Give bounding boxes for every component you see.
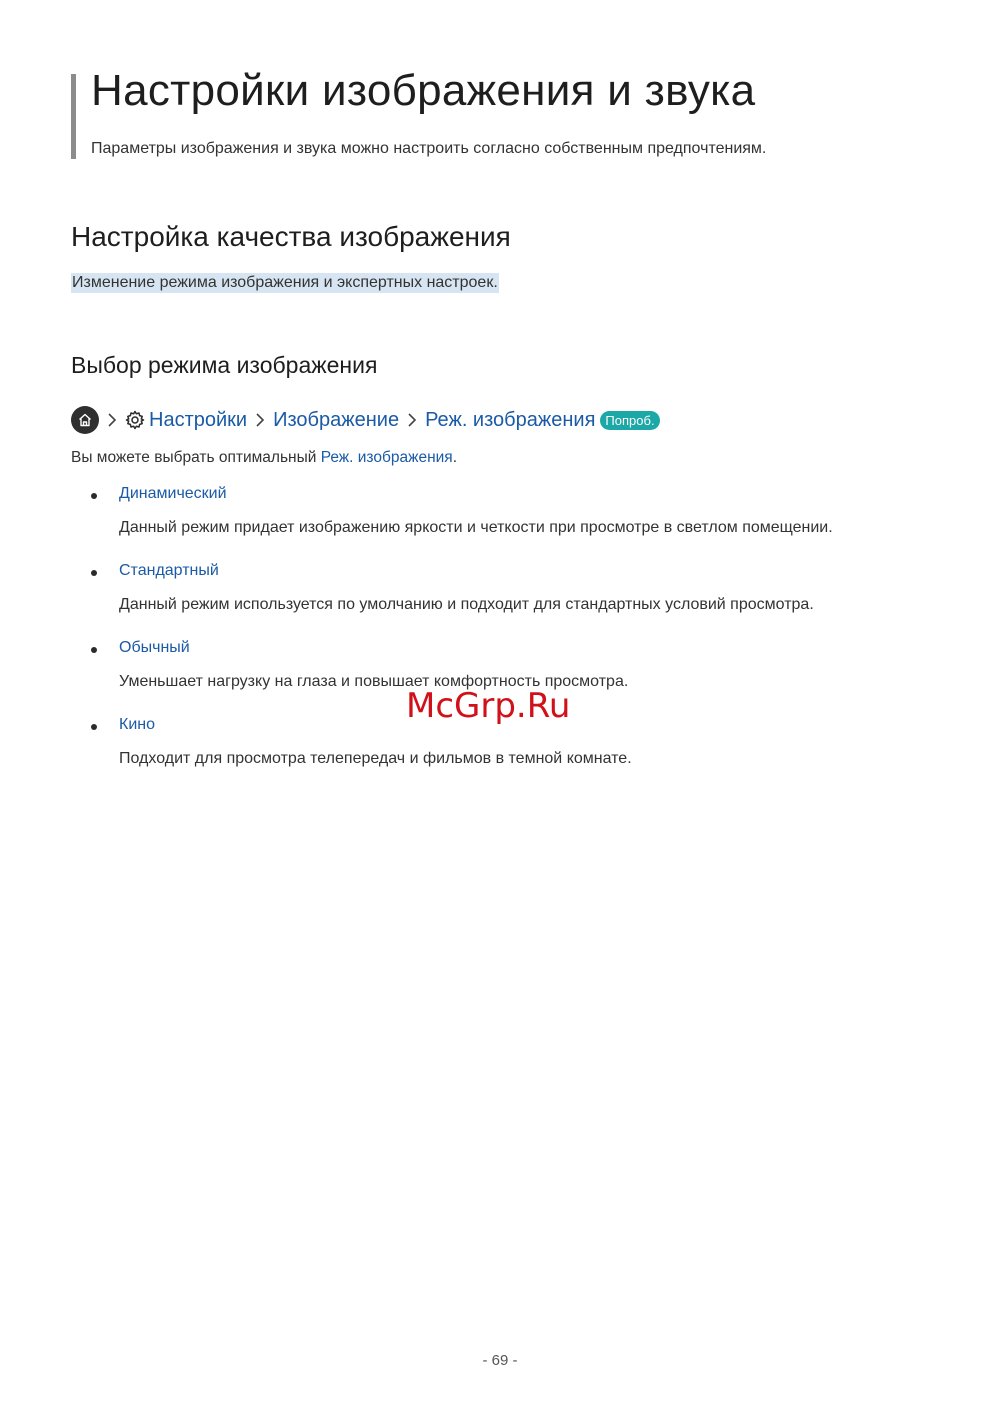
menu-path bbox=[71, 404, 660, 436]
watermark: McGrp.Ru bbox=[406, 686, 571, 726]
bullet-icon bbox=[91, 647, 97, 653]
section-summary: Изменение режима изображения и экспертных настроек. bbox=[72, 274, 498, 291]
chapter-title: Настройки изображения и звука bbox=[91, 66, 756, 115]
bullet-icon bbox=[91, 724, 97, 730]
intro-text bbox=[71, 449, 457, 467]
mode-description: Подходит для просмотра телепередач и фильмов в темной комнате. bbox=[119, 750, 632, 767]
chevron-right-icon bbox=[255, 412, 265, 428]
mode-description: Уменьшает нагрузку на глаза и повышает комфортность просмотра. bbox=[119, 673, 629, 690]
gear-icon bbox=[125, 410, 145, 430]
home-icon bbox=[71, 406, 99, 434]
menu-path-picture[interactable]: Изображение bbox=[273, 408, 400, 431]
mode-description: Данный режим придает изображению яркости и четкости при просмотре в светлом помещении. bbox=[119, 519, 833, 536]
page-number: - 69 - bbox=[482, 1352, 518, 1369]
mode-description: Данный режим используется по умолчанию и подходит для стандартных условий просмотра. bbox=[119, 596, 814, 613]
chevron-right-icon bbox=[107, 412, 117, 428]
intro-text-start: Вы можете выбрать оптимальный bbox=[71, 449, 321, 466]
chapter-accent-bar bbox=[71, 74, 76, 159]
bullet-icon bbox=[91, 493, 97, 499]
try-now-badge[interactable]: Попроб. bbox=[600, 411, 659, 430]
mode-name: Динамический bbox=[119, 485, 227, 502]
mode-name: Кино bbox=[119, 716, 155, 733]
chapter-subtitle: Параметры изображения и звука можно настроить согласно собственным предпочтениям. bbox=[91, 140, 767, 157]
subsection-title: Выбор режима изображения bbox=[71, 352, 378, 378]
bullet-icon bbox=[91, 570, 97, 576]
mode-name: Стандартный bbox=[119, 562, 219, 579]
chevron-right-icon bbox=[407, 412, 417, 428]
intro-text-end: . bbox=[452, 449, 458, 466]
section-title: Настройка качества изображения bbox=[71, 221, 511, 252]
intro-term: Реж. изображения bbox=[320, 449, 453, 466]
mode-name: Обычный bbox=[119, 639, 190, 656]
menu-path-picture-mode[interactable]: Реж. изображения bbox=[425, 408, 596, 431]
menu-path-settings[interactable]: Настройки bbox=[149, 408, 248, 431]
